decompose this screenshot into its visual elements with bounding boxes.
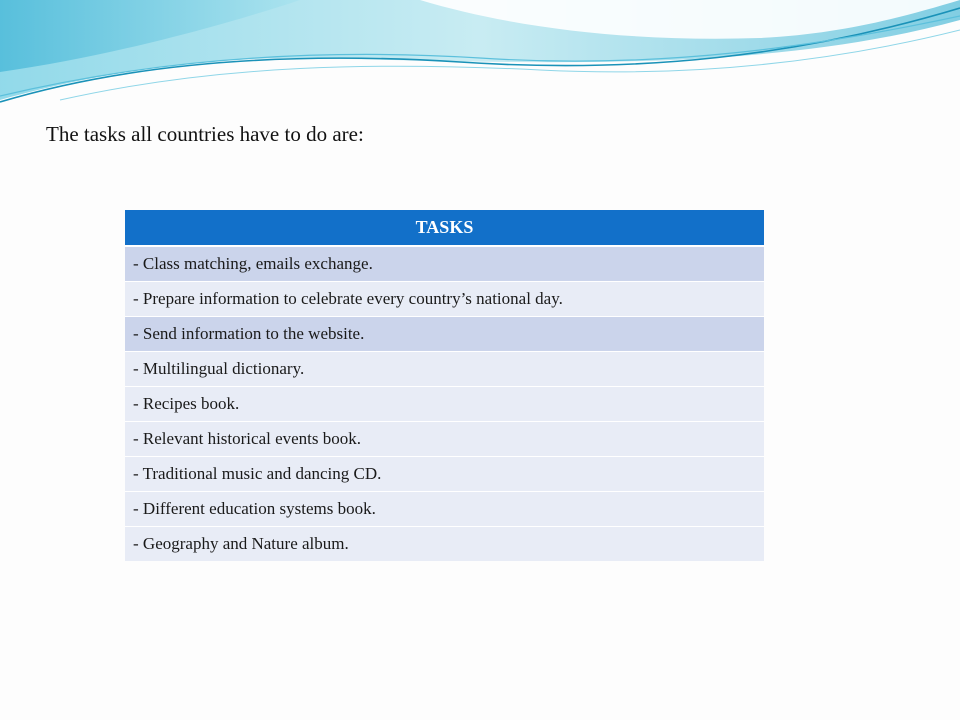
decorative-wave-banner	[0, 0, 960, 110]
table-row	[125, 422, 764, 457]
task-cell: - Relevant historical events book.	[125, 422, 764, 457]
task-cell: - Recipes book.	[125, 387, 764, 422]
tasks-table	[125, 210, 764, 561]
table-row	[125, 317, 764, 352]
task-cell: - Multilingual dictionary.	[125, 352, 764, 387]
task-cell: - Geography and Nature album.	[125, 527, 764, 562]
table-row	[125, 492, 764, 527]
table-row	[125, 457, 764, 492]
table-row	[125, 527, 764, 562]
task-cell: - Class matching, emails exchange.	[125, 246, 764, 282]
table-row	[125, 246, 764, 282]
task-cell: - Different education systems book.	[125, 492, 764, 527]
task-cell: - Send information to the website.	[125, 317, 764, 352]
table-header-row	[125, 210, 764, 246]
table-row	[125, 387, 764, 422]
task-cell: - Prepare information to celebrate every country’s national day.	[125, 282, 764, 317]
intro-text: The tasks all countries have to do are:	[46, 122, 364, 146]
table-header: TASKS	[125, 210, 764, 246]
task-cell: - Traditional music and dancing CD.	[125, 457, 764, 492]
table-row	[125, 282, 764, 317]
table-row	[125, 352, 764, 387]
